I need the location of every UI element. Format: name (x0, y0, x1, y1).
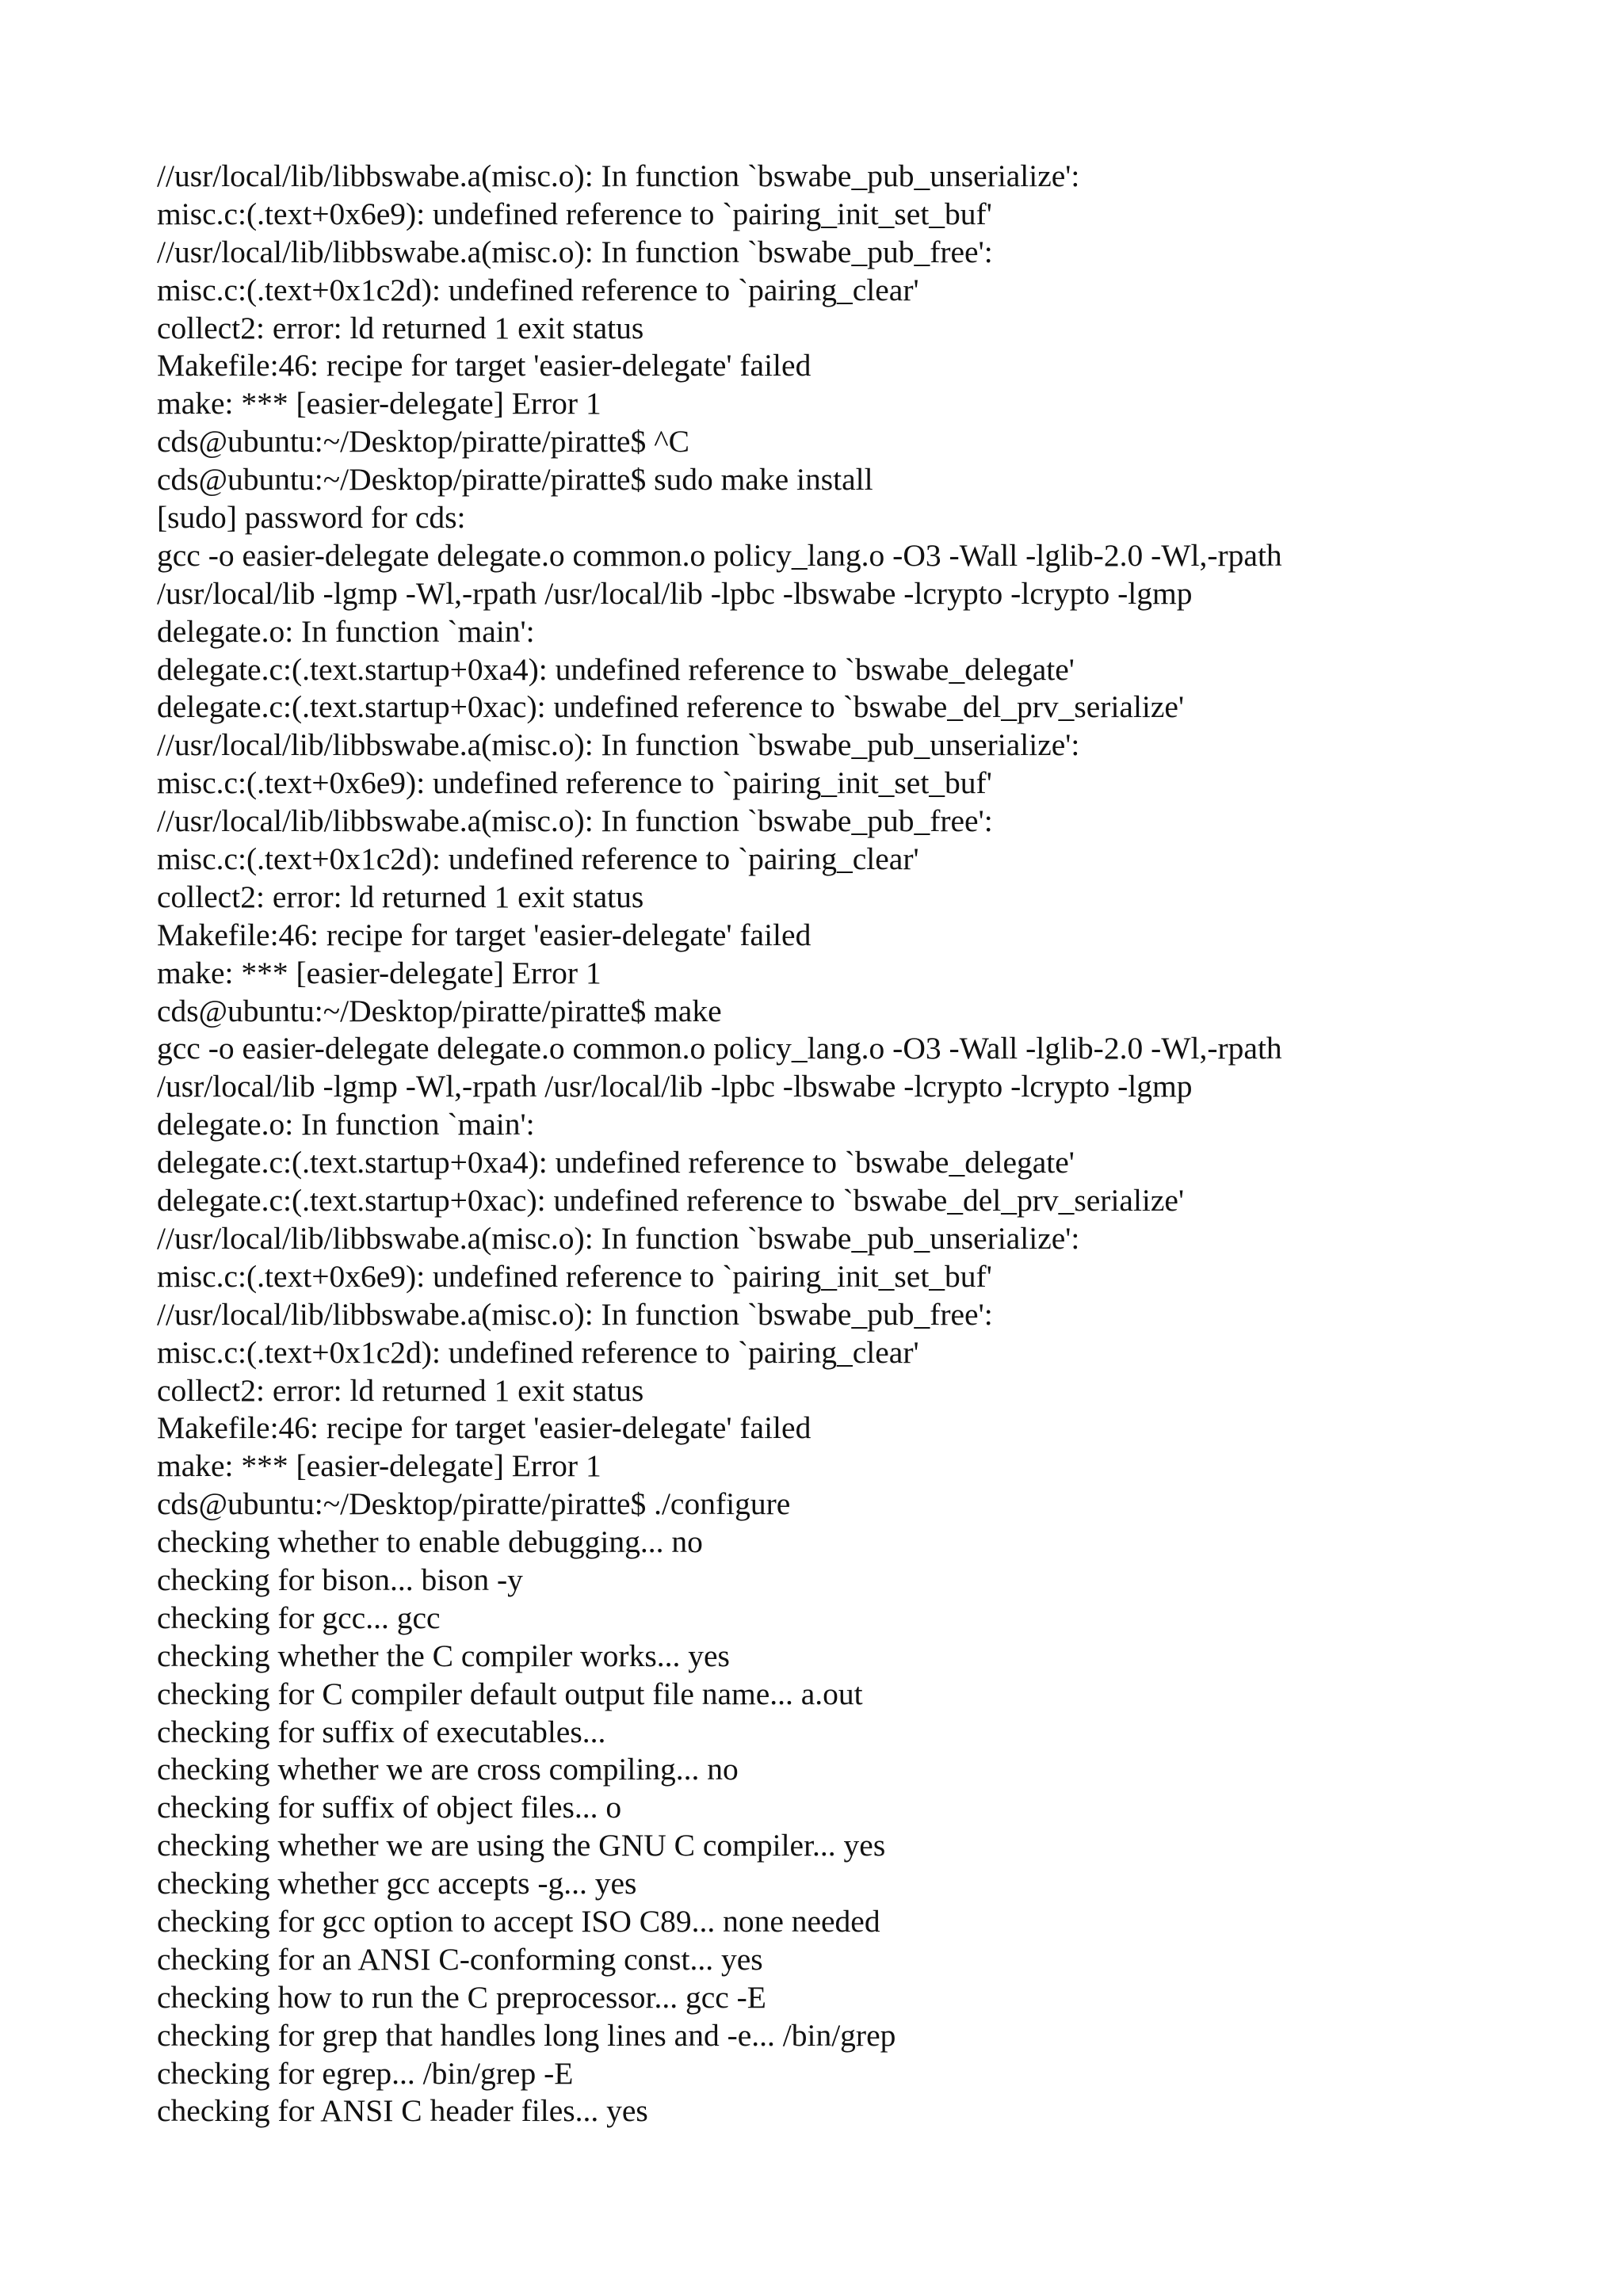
log-line: delegate.o: In function `main': (157, 613, 535, 649)
log-line: //usr/local/lib/libbswabe.a(misc.o): In function `bswabe_pub_unserialize': (157, 158, 1080, 193)
log-line: collect2: error: ld returned 1 exit status (157, 1372, 644, 1408)
log-line: checking for suffix of object files... o (157, 1790, 622, 1825)
log-line: cds@ubuntu:~/Desktop/piratte/piratte$ sudo make install (157, 462, 873, 498)
log-line: //usr/local/lib/libbswabe.a(misc.o): In function `bswabe_pub_free': (157, 803, 993, 839)
log-line: misc.c:(.text+0x6e9): undefined reference to `pairing_init_set_buf' (157, 196, 992, 231)
log-line: checking for an ANSI C-conforming const... yes (157, 1941, 763, 1977)
log-line: cds@ubuntu:~/Desktop/piratte/piratte$ ./configure (157, 1486, 791, 1522)
log-line: checking for gcc... gcc (157, 1600, 441, 1635)
log-line: misc.c:(.text+0x6e9): undefined reference to `pairing_init_set_buf' (157, 1258, 992, 1294)
log-line: checking for suffix of executables... (157, 1714, 606, 1749)
log-line: checking for bison... bison -y (157, 1562, 523, 1597)
log-line: collect2: error: ld returned 1 exit status (157, 879, 644, 914)
log-line: cds@ubuntu:~/Desktop/piratte/piratte$ ^C (157, 424, 689, 460)
log-line: cds@ubuntu:~/Desktop/piratte/piratte$ make (157, 993, 722, 1028)
log-line: make: *** [easier-delegate] Error 1 (157, 955, 601, 990)
log-line: delegate.o: In function `main': (157, 1107, 535, 1142)
log-line: delegate.c:(.text.startup+0xa4): undefined reference to `bswabe_delegate' (157, 1145, 1075, 1180)
log-line: Makefile:46: recipe for target 'easier-delegate' failed (157, 917, 812, 952)
log-line: checking for C compiler default output file name... a.out (157, 1676, 863, 1711)
log-line: checking whether gcc accepts -g... yes (157, 1866, 637, 1901)
terminal-log-text (157, 158, 1583, 2130)
log-line: checking whether the C compiler works... yes (157, 1638, 730, 1673)
log-line: checking whether to enable debugging... no (157, 1524, 703, 1560)
log-line: checking how to run the C preprocessor... gcc -E (157, 1979, 766, 2015)
log-line: misc.c:(.text+0x1c2d): undefined reference to `pairing_clear' (157, 272, 919, 307)
log-line: delegate.c:(.text.startup+0xa4): undefined reference to `bswabe_delegate' (157, 651, 1075, 687)
log-line: //usr/local/lib/libbswabe.a(misc.o): In function `bswabe_pub_free': (157, 234, 993, 269)
log-line: //usr/local/lib/libbswabe.a(misc.o): In function `bswabe_pub_unserialize': (157, 727, 1080, 763)
log-line: make: *** [easier-delegate] Error 1 (157, 1448, 601, 1484)
log-line: gcc -o easier-delegate delegate.o common.o policy_lang.o -O3 -Wall -lglib-2.0 -Wl,-rpath (157, 1031, 1282, 1066)
log-line: //usr/local/lib/libbswabe.a(misc.o): In function `bswabe_pub_unserialize': (157, 1220, 1080, 1256)
log-line: Makefile:46: recipe for target 'easier-delegate' failed (157, 1410, 812, 1446)
log-line: delegate.c:(.text.startup+0xac): undefined reference to `bswabe_del_prv_serialize' (157, 1183, 1185, 1219)
log-line: checking for ANSI C header files... yes (157, 2093, 648, 2129)
log-line: delegate.c:(.text.startup+0xac): undefined reference to `bswabe_del_prv_serialize' (157, 689, 1185, 725)
log-line: /usr/local/lib -lgmp -Wl,-rpath /usr/local/lib -lpbc -lbswabe -lcrypto -lcrypto -lgmp (157, 1069, 1193, 1104)
log-line: misc.c:(.text+0x1c2d): undefined reference to `pairing_clear' (157, 841, 919, 877)
log-line: checking for grep that handles long lines and -e... /bin/grep (157, 2017, 896, 2053)
log-line: make: *** [easier-delegate] Error 1 (157, 386, 601, 421)
log-line: /usr/local/lib -lgmp -Wl,-rpath /usr/local/lib -lpbc -lbswabe -lcrypto -lcrypto -lgmp (157, 575, 1193, 611)
log-line: collect2: error: ld returned 1 exit status (157, 310, 644, 345)
log-line: [sudo] password for cds: (157, 500, 466, 536)
log-line: checking whether we are using the GNU C compiler... yes (157, 1828, 886, 1863)
log-line: misc.c:(.text+0x6e9): undefined reference to `pairing_init_set_buf' (157, 765, 992, 801)
log-line: checking for gcc option to accept ISO C89... none needed (157, 1903, 880, 1939)
log-line: misc.c:(.text+0x1c2d): undefined reference to `pairing_clear' (157, 1334, 919, 1370)
log-line: gcc -o easier-delegate delegate.o common.o policy_lang.o -O3 -Wall -lglib-2.0 -Wl,-rpath (157, 537, 1282, 573)
log-line: //usr/local/lib/libbswabe.a(misc.o): In function `bswabe_pub_free': (157, 1296, 993, 1332)
log-line: checking for egrep... /bin/grep -E (157, 2055, 574, 2091)
log-line: Makefile:46: recipe for target 'easier-delegate' failed (157, 348, 812, 383)
log-line: checking whether we are cross compiling... no (157, 1752, 739, 1787)
